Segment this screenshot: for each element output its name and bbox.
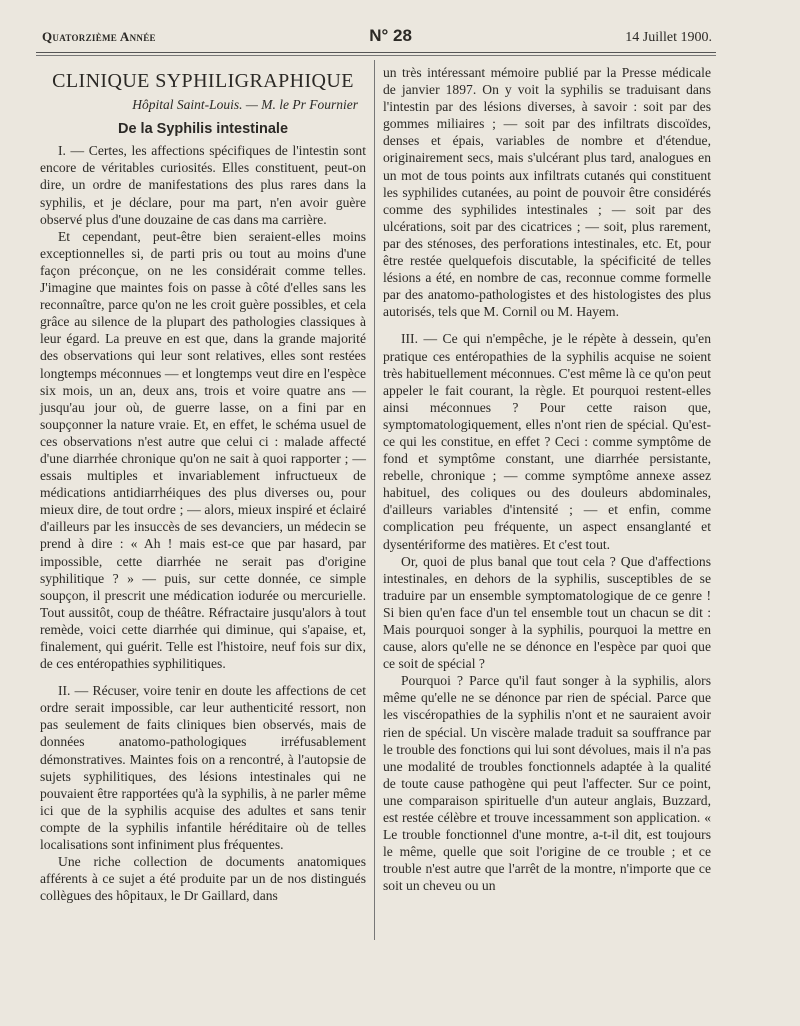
right-paragraph-4: Pourquoi ? Parce qu'il faut songer à la syphilis, alors même qu'elle ne se dénonce par rien de spécial. Parce que les viscéropathies de la syphilis n'ont et ne sauraient avoir rien de spécial. Un viscère malade traduit sa souffrance par le trouble des fonctions qui lui sont dévolues, mais il n'a pas une modalité de troubles fonctionnels adaptée à la qualité de toute cause pathogène qui peut l'affecter. Sur ce point, une comparaison spirituelle d'un auteur anglais, Buzzard, est restée célèbre et trouve incessamment son application. « Le trouble fonctionnel d'une montre, a-t-il dit, est toujours le même, quelle que soit l'origine de ce trouble ; et ce trouble n'est autre que l'arrêt de la montre, n'importe que ce soit un cheveu ou un [383,673,711,894]
issue-date: 14 Juillet 1900. [625,30,712,45]
column-divider [374,60,375,940]
right-paragraph-3: Or, quoi de plus banal que tout cela ? Que d'affections intestinales, en dehors de la syphilis, susceptibles de se traduire par un ensemble symptomatologique de ce genre ! Si bien qu'en face d'un tel ensemble tout un chacun se dit : Mais pourquoi songer à la syphilis, pourquoi la mettre en cause, alors qu'elle ne se dénonce en l'espèce par quoi que ce soit de spécial ? [383,553,711,672]
left-paragraph-2: Et cependant, peut-être bien seraient-elles moins exceptionnelles si, de parti pris ou tout au moins d'une façon préconçue, on ne les considérait comme telles. J'imagine que maintes fois on passe à côté d'elles sans les reconnaître, parce qu'on ne les croit guère possibles, et cela grâce au silence de la plupart des pathologies classiques à leur égard. La preuve en est que, dans la grande majorité des observations qui leur sont relatives, elles sont restées longtemps méconnues — et longtemps veut dire en l'espèce six mois, un an, deux ans, trois et voire quatre ans — jusqu'au jour où, de guerre lasse, on a fini par en soupçonner la nature vraie. Et, en effet, le schéma usuel de ces observations n'est autre que celui ci : malade affecté d'une diarrhée chronique qu'on ne sait à quoi rapporter ; — essais multiples et invariablement infructueux de médications antidiarrhéiques des plus diverses ou, pour mieux dire, de tout ordre ; — alors, mieux inspiré et éclairé d'ailleurs par les insuccès de ses devanciers, un médecin se prend à dire : « Ah ! mais est-ce que par hasard, par impossible, cette diarrhée ne serait pas d'origine syphilitique ? » — puis, sur cette donnée, ce simple soupçon, il prescrit une médication iodurée ou mercurielle. Tout aussitôt, coup de théâtre. Réfractaire jusqu'alors à tout remède, voici cette diarrhée qui diminue, qui s'apaise, et, finalement, qui guérit. Telle est l'histoire, neuf fois sur dix, de ces entéropathies syphilitiques. [40,228,366,672]
page-header [42,26,712,50]
right-paragraph-1: un très intéressant mémoire publié par la Presse médicale de janvier 1897. On y voit la syphilis se traduisant dans l'intestin par des lésions diverses, à savoir : soit par des gommes miliaires ; — soit par des infiltrats discoïdes, denses et épais, variables de nombre et d'étendue, originairement secs, mais s'ulcérant plus tard, analogues en un mot de tous points aux infiltrats cutanés qui constituent les syphilides cutanées, au point de pouvoir être considérés comme des syphilides intestinales ; — soit par des ulcérations, soit par des cicatrices ; — soit, plus rarement, par des sténoses, des perforations intestinales, etc. Et, pour être restée quelquefois discutable, la spécificité de telles lésions a été, en nombre de cas, reconnue comme formelle par des anatomo-pathologistes et des histologistes des plus autorisés, tels que M. Cornil ou M. Hayem. [383,65,711,320]
issue-number: N° 28 [369,26,412,45]
left-paragraph-1: I. — Certes, les affections spécifiques de l'intestin sont encore de véritables curiosités. Elles constituent, peut-on dire, un ordre de manifestations des plus rares dans la syphilis, et je déclare, pour ma part, n'en avoir guère observé plus d'une douzaine de cas dans ma carrière. [40,143,366,227]
left-paragraph-3: II. — Récuser, voire tenir en doute les affections de cet ordre serait impossible, car leur authenticité ressort, non pas seulement de faits cliniques bien observés, mais de données anatomo-pathologiques irréfusablement démonstratives. Maintes fois on a rencontré, à l'autopsie de sujets syphilitiques, des lésions intestinales qui ne pouvaient être rapportées qu'à la syphilis, à ne parler même ici que de la syphilis acquise des adultes et sans tenir compte de la syphilis infantile héréditaire où de telles localisations sont infiniment plus fréquentes. [40,683,366,853]
header-rule [36,52,716,53]
left-column [40,70,366,904]
article-subheading: Hôpital Saint-Louis. — M. le Pr Fournier [132,97,358,113]
left-paragraph-4: Une riche collection de documents anatomiques afférents à ce sujet a été produite par un de nos distingués collègues des hôpitaux, le Dr Gaillard, dans [40,854,366,904]
header-rule-secondary [36,55,716,56]
article-title: CLINIQUE SYPHILIGRAPHIQUE [52,70,354,92]
volume-year: Quatorzième Année [42,29,156,44]
right-column [383,64,711,895]
right-paragraph-2: III. — Ce qui n'empêche, je le répète à dessein, qu'en pratique ces entéropathies de la syphilis acquise ne soient très habituellement méconnues. C'est même là ce qu'on peut appeler le fait courant, la règle. Et pourquoi restent-elles ainsi méconnues ? Pour cette raison que, symptomatologiquement, elles n'ont rien de spécial. Qu'est-ce qui les constitue, en effet ? Ceci : comme symptôme de fond et symptôme constant, une diarrhée persistante, rebelle, chronique ; — comme symptôme annexe assez habituel, des coliques ou des douleurs abdominales, d'ailleurs variables d'intensité ; — et enfin, comme complication peu fréquente, un aspect ensanglanté et dysentériforme des matières. Et c'est tout. [383,331,711,552]
section-title: De la Syphilis intestinale [117,121,289,138]
